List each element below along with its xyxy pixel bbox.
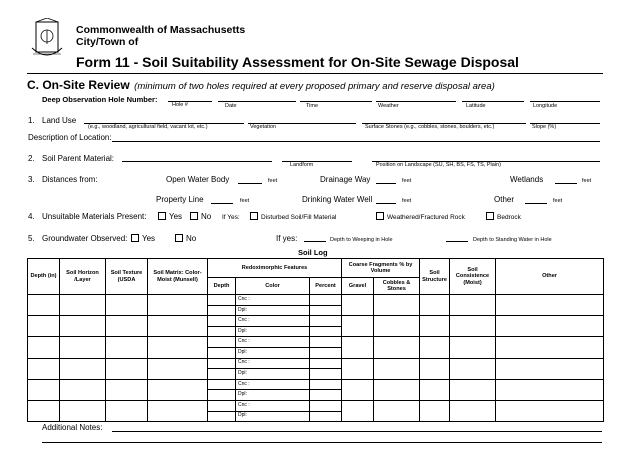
latitude-field[interactable] [462,101,524,102]
unsuitable-no-label: No [201,212,212,221]
header-cobbles: Cobbles & Stones [374,278,420,295]
cell-horizon[interactable] [60,295,106,316]
cell-matrix[interactable] [148,400,208,421]
weathered-rock-label: Weathered/Fractured Rock [387,214,465,221]
cell-other[interactable] [496,337,604,358]
weeping-depth-field[interactable] [304,241,326,242]
groundwater-no[interactable] [175,234,196,243]
cell-cobbles[interactable] [374,379,420,400]
cell-concentration-color[interactable]: Cnc : [236,400,310,411]
cell-redox-depth[interactable] [208,379,236,390]
drainage-way-label: Drainage Way [320,175,371,184]
cell-matrix[interactable] [148,316,208,337]
cell-depletion-color[interactable]: Dpl: [236,369,310,380]
groundwater-number: 5. [28,234,35,243]
cell-redox-percent[interactable] [310,295,342,306]
cell-redox-depth[interactable] [208,358,236,369]
property-line-field[interactable] [211,203,233,204]
additional-notes-label: Additional Notes: [42,423,103,432]
unsuitable-label: Unsuitable Materials Present: [42,212,147,221]
cell-redox-depth[interactable] [208,337,236,348]
header-horizon: Soil Horizon /Layer [60,259,106,295]
cell-horizon[interactable] [60,358,106,379]
date-hint: Date [225,103,237,109]
wetlands-unit: feet [582,178,592,184]
cell-matrix[interactable] [148,379,208,400]
disturbed-soil-option[interactable] [250,212,337,221]
cell-redox-percent[interactable] [310,390,342,401]
cell-depletion-color[interactable]: Dpl: [236,305,310,316]
cell-other[interactable] [496,400,604,421]
cell-redox-depth[interactable] [208,369,236,380]
cell-matrix[interactable] [148,358,208,379]
groundwater-no-checkbox[interactable] [175,234,183,242]
weathered-rock-checkbox[interactable] [376,212,384,220]
groundwater-yes-checkbox[interactable] [131,234,139,242]
distances-label: Distances from: [42,175,98,184]
org-name: Commonwealth of Massachusetts [76,24,246,36]
header-structure: Soil Structure [420,259,450,295]
cell-depletion-color[interactable]: Dpl: [236,411,310,422]
cell-concentration-color[interactable]: Cnc : [236,358,310,369]
land-use-number: 1. [28,116,35,125]
drinking-well-unit: feet [402,198,412,204]
cell-gravel[interactable] [342,358,374,379]
cell-gravel[interactable] [342,316,374,337]
cell-redox-percent[interactable] [310,411,342,422]
cell-redox-depth[interactable] [208,411,236,422]
cell-matrix[interactable] [148,337,208,358]
slope-hint: Slope (%) [532,124,557,130]
cell-gravel[interactable] [342,295,374,316]
cell-depth[interactable] [28,337,60,358]
soil-log-title: Soil Log [298,248,328,257]
disturbed-soil-label: Disturbed Soil/Fill Material [261,214,337,221]
cell-cobbles[interactable] [374,358,420,379]
weeping-depth-label: Depth to Weeping in Hole [330,237,393,243]
section-note: (minimum of two holes required at every proposed primary and reserve disposal area) [134,81,495,92]
cell-horizon[interactable] [60,379,106,400]
cell-concentration-color[interactable]: Cnc : [236,295,310,306]
soil-log-row [28,379,604,390]
cell-redox-percent[interactable] [310,358,342,369]
soil-log-row [28,358,604,369]
groundwater-no-label: No [186,234,197,243]
massachusetts-seal-icon [30,18,64,62]
time-hint: Time [306,103,319,109]
cell-other[interactable] [496,316,604,337]
bedrock-checkbox[interactable] [486,212,494,220]
city-town-label: City/Town of [76,36,139,48]
weather-field[interactable] [376,101,456,102]
cell-consistence[interactable] [450,295,496,316]
header-gravel: Gravel [342,278,374,295]
cell-depletion-color[interactable]: Dpl: [236,326,310,337]
cell-concentration-color[interactable]: Cnc : [236,316,310,327]
cell-concentration-color[interactable]: Cnc : [236,337,310,348]
groundwater-if-yes: If yes: [276,234,298,243]
cell-redox-percent[interactable] [310,337,342,348]
location-label: Description of Location: [28,133,112,142]
cell-cobbles[interactable] [374,295,420,316]
standing-water-field[interactable] [446,241,468,242]
header-divider [27,73,603,74]
unsuitable-yes[interactable] [158,212,182,221]
header-texture: Soil Texture (USDA [106,259,148,295]
soil-log-row [28,400,604,411]
cell-consistence[interactable] [450,358,496,379]
parent-material-label: Soil Parent Material: [42,154,115,163]
cell-depth[interactable] [28,295,60,316]
cell-texture[interactable] [106,316,148,337]
cell-redox-depth[interactable] [208,295,236,306]
surface-stones-hint: Surface Stones (e.g., cobbles, stones, boulders, etc.) [365,124,495,130]
latitude-hint: Latitude [466,103,486,109]
cell-gravel[interactable] [342,337,374,358]
cell-redox-depth[interactable] [208,390,236,401]
additional-notes-field[interactable] [112,431,602,432]
header-coarse: Coarse Fragments % by Volume [342,259,420,278]
cell-depth[interactable] [28,400,60,421]
header-matrix: Soil Matrix: Color-Moist (Munsell) [148,259,208,295]
cell-redox-depth[interactable] [208,316,236,327]
cell-other[interactable] [496,379,604,400]
landform-hint: Landform [290,162,314,168]
cell-cobbles[interactable] [374,400,420,421]
time-field[interactable] [300,101,372,102]
groundwater-yes[interactable] [131,234,155,243]
parent-material-field[interactable] [122,161,272,162]
open-water-label: Open Water Body [166,175,230,184]
unsuitable-yes-checkbox[interactable] [158,212,166,220]
cell-structure[interactable] [420,337,450,358]
soil-log-row [28,316,604,327]
cell-structure[interactable] [420,358,450,379]
cell-redox-percent[interactable] [310,379,342,390]
cell-cobbles[interactable] [374,337,420,358]
header-depth: Depth (in) [28,259,60,295]
other-distance-field[interactable] [525,203,547,204]
header-redox: Redoximorphic Features [208,259,342,278]
vegetation-hint: Vegetation [250,124,276,130]
header-redox-percent: Percent [310,278,342,295]
cell-redox-percent[interactable] [310,316,342,327]
cell-gravel[interactable] [342,379,374,400]
bedrock-label: Bedrock [497,214,521,221]
cell-depth[interactable] [28,358,60,379]
header-consistence: Soil Consistence (Moist) [450,259,496,295]
standing-water-label: Depth to Standing Water in Hole [473,237,552,243]
cell-redox-depth[interactable] [208,326,236,337]
cell-texture[interactable] [106,358,148,379]
wetlands-field[interactable] [555,183,577,184]
cell-redox-depth[interactable] [208,400,236,411]
cell-horizon[interactable] [60,400,106,421]
cell-redox-percent[interactable] [310,369,342,380]
soil-log-row [28,337,604,348]
open-water-unit: feet [268,178,278,184]
weather-hint: Weather [378,103,399,109]
cell-texture[interactable] [106,337,148,358]
cell-structure[interactable] [420,379,450,400]
longitude-field[interactable] [530,101,600,102]
property-line-label: Property Line [156,195,204,204]
cell-concentration-color[interactable]: Cnc : [236,379,310,390]
drinking-well-label: Drinking Water Well [302,195,373,204]
unsuitable-no-checkbox[interactable] [190,212,198,220]
distances-number: 3. [28,175,35,184]
section-c-heading [27,76,495,94]
cell-structure[interactable] [420,316,450,337]
cell-texture[interactable] [106,379,148,400]
property-line-unit: feet [240,198,250,204]
cell-depletion-color[interactable]: Dpl: [236,390,310,401]
drainage-way-unit: feet [402,178,412,184]
cell-consistence[interactable] [450,316,496,337]
cell-redox-percent[interactable] [310,400,342,411]
soil-log-row [28,295,604,306]
cell-horizon[interactable] [60,316,106,337]
cell-depth[interactable] [28,379,60,400]
cell-consistence[interactable] [450,379,496,400]
unsuitable-if-yes: If Yes: [222,214,240,221]
cell-consistence[interactable] [450,337,496,358]
unsuitable-number: 4. [28,212,35,221]
section-title: C. On-Site Review [27,78,130,92]
wetlands-label: Wetlands [510,175,544,184]
cell-other[interactable] [496,295,604,316]
cell-redox-percent[interactable] [310,326,342,337]
groundwater-label: Groundwater Observed: [42,234,128,243]
cell-redox-percent[interactable] [310,305,342,316]
groundwater-yes-label: Yes [142,234,156,243]
landscape-position-hint: Position on Landscape (SU, SH, BS, FS, TS, Plain) [376,162,501,168]
header-redox-depth: Depth [208,278,236,295]
cell-redox-depth[interactable] [208,305,236,316]
cell-depth[interactable] [28,316,60,337]
cell-texture[interactable] [106,295,148,316]
cell-cobbles[interactable] [374,316,420,337]
cell-redox-depth[interactable] [208,347,236,358]
cell-matrix[interactable] [148,295,208,316]
soil-log-table [27,258,604,422]
unsuitable-yes-label: Yes [169,212,183,221]
cell-other[interactable] [496,358,604,379]
header-redox-color: Color [236,278,310,295]
cell-depletion-color[interactable]: Dpl: [236,347,310,358]
cell-consistence[interactable] [450,400,496,421]
date-field[interactable] [218,101,296,102]
longitude-hint: Longitude [533,103,558,109]
cell-structure[interactable] [420,400,450,421]
other-distance-label: Other [494,195,515,204]
unsuitable-no[interactable] [190,212,211,221]
form-title: Form 11 - Soil Suitability Assessment for On-Site Sewage Disposal [76,54,519,70]
land-use-hint: (e.g., woodland, agricultural field, vacant lot, etc.) [88,124,208,130]
cell-redox-percent[interactable] [310,347,342,358]
bedrock-option[interactable] [486,212,521,221]
cell-horizon[interactable] [60,337,106,358]
drinking-well-field[interactable] [376,203,396,204]
drainage-way-field[interactable] [376,183,396,184]
location-field[interactable] [112,141,600,142]
land-use-label: Land Use [42,116,77,125]
parent-material-number: 2. [28,154,35,163]
cell-gravel[interactable] [342,400,374,421]
disturbed-soil-checkbox[interactable] [250,212,258,220]
weathered-rock-option[interactable] [376,212,465,221]
additional-notes-field-2[interactable] [42,442,602,443]
cell-structure[interactable] [420,295,450,316]
other-distance-unit: feet [553,198,563,204]
hole-number-hint: Hole # [172,102,188,108]
header-other: Other [496,259,604,295]
open-water-field[interactable] [238,183,262,184]
deep-obs-label: Deep Observation Hole Number: [42,95,158,104]
cell-texture[interactable] [106,400,148,421]
